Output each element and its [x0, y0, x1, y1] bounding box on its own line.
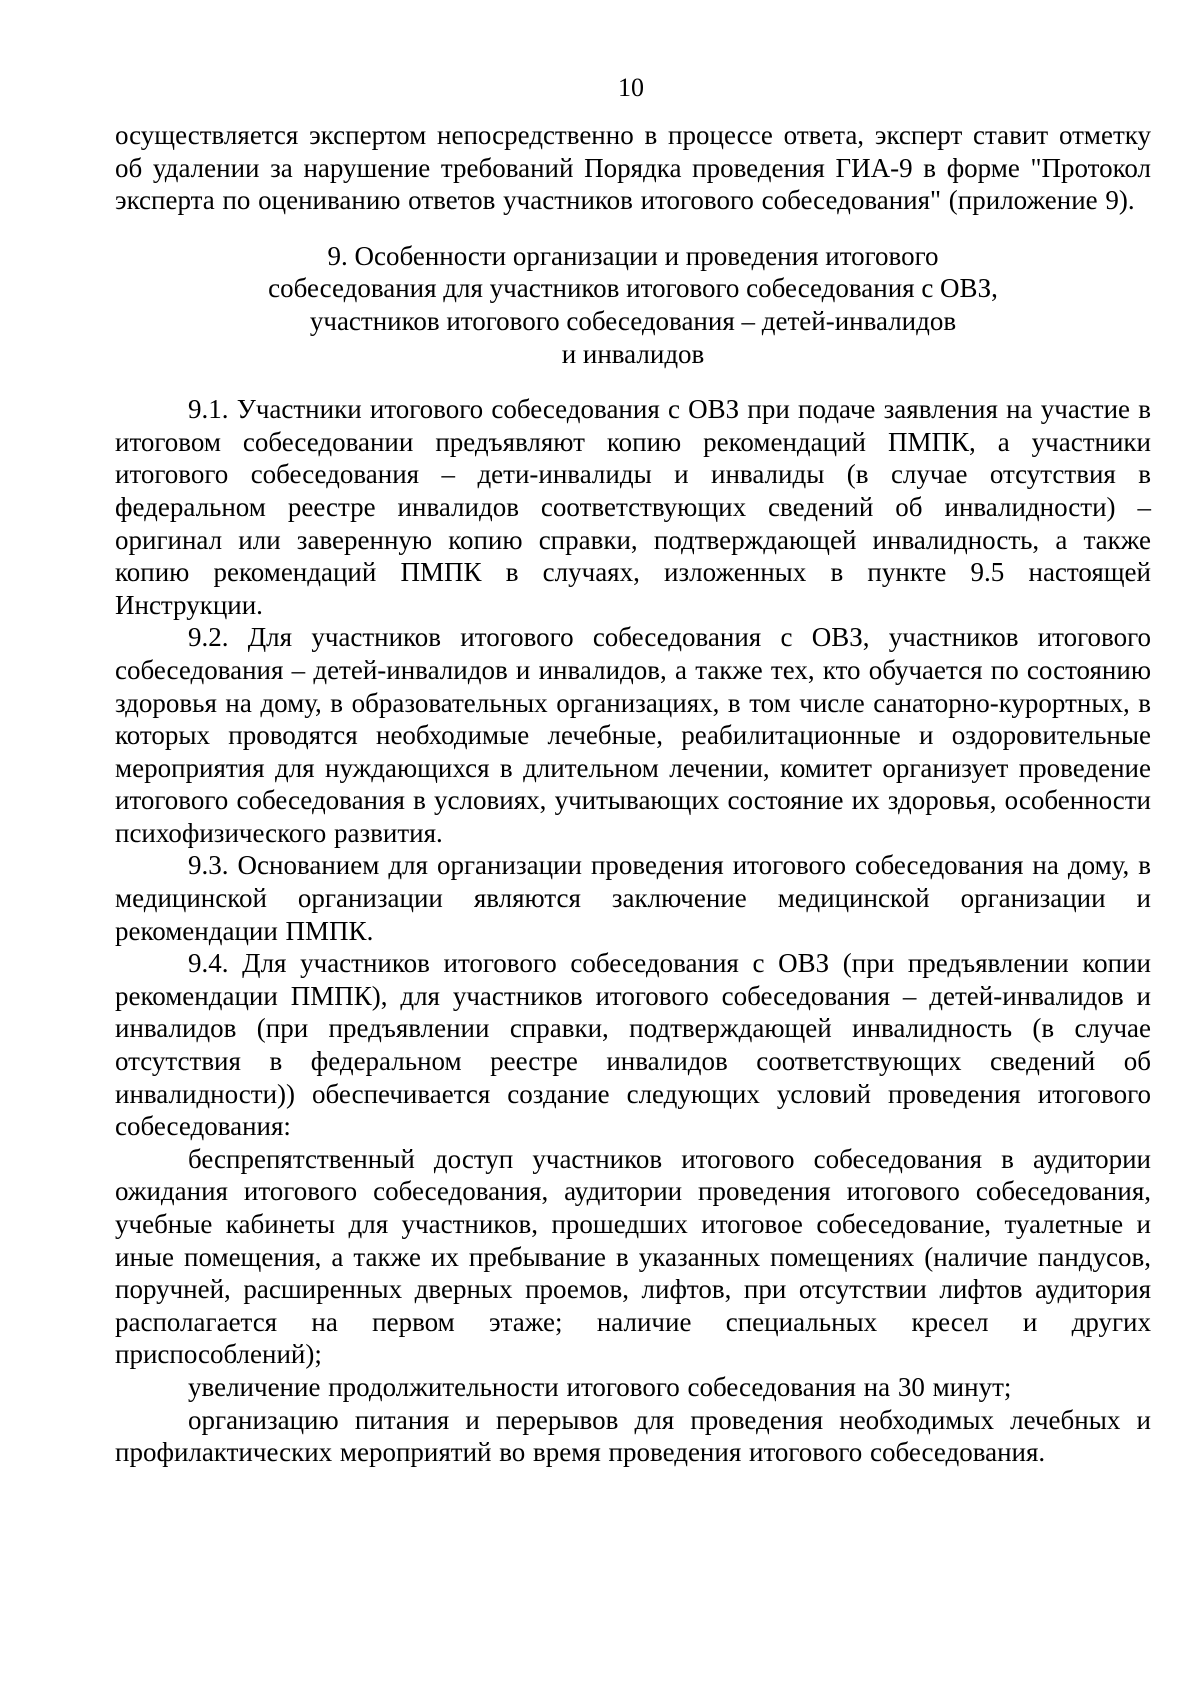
page-number: 10	[618, 73, 644, 102]
section-heading-line: участников итогового собеседования – детей-инвалидов	[309, 305, 957, 336]
section-heading	[115, 240, 1151, 370]
list-item-access: беспрепятственный доступ участников итогового собеседования в аудитории ожидания итогового собеседования, аудитории проведения итогового собеседования, учебные кабинеты для участников, прошедших итоговое собеседование, туалетные и иные помещения, а также их пребывание в указанных помещениях (наличие пандусов, поручней, расширенных дверных проемов, лифтов, при отсутствии лифтов аудитория располагается на первом этаже; наличие специальных кресел и других приспособлений);	[115, 1143, 1151, 1370]
paragraph-9-4: 9.4. Для участников итогового собеседования с ОВЗ (при предъявлении копии рекомендации ПМПК), для участников итогового собеседования – детей-инвалидов и инвалидов (при предъявлении справки, подтверждающей инвалидность (в случае отсутствия в федеральном реестре инвалидов соответствующих сведений об инвалидности)) обеспечивается создание следующих условий проведения итогового собеседования:	[115, 948, 1151, 1142]
section-heading-line: и инвалидов	[561, 338, 705, 369]
paragraph-9-3: 9.3. Основанием для организации проведения итогового собеседования на дому, в медицинской организации являются заключение медицинской организации и рекомендации ПМПК.	[115, 850, 1151, 946]
paragraph-9-1: 9.1. Участники итогового собеседования с ОВЗ при подаче заявления на участие в итоговом собеседовании предъявляют копию рекомендаций ПМПК, а участники итогового собеседования – дети-инвалиды и инвалиды (в случае отсутствия в федеральном реестре инвалидов соответствующих сведений об инвалидности) – оригинал или заверенную копию справки, подтверждающей инвалидность, а также копию рекомендаций ПМПК в случаях, изложенных в пункте 9.5 настоящей Инструкции.	[115, 394, 1151, 620]
page-content	[115, 119, 1151, 1469]
intro-paragraph: осуществляется экспертом непосредственно в процессе ответа, эксперт ставит отметку об удалении за нарушение требований Порядка проведения ГИА-9 в форме "Протокол эксперта по оцениванию ответов участников итогового собеседования" (приложение 9).	[115, 120, 1151, 216]
section-heading-line: собеседования для участников итогового собеседования с ОВЗ,	[268, 273, 998, 304]
list-item-duration: увеличение продолжительности итогового собеседования на 30 минут;	[188, 1371, 1012, 1402]
list-item-meals: организацию питания и перерывов для проведения необходимых лечебных и профилактических мероприятий во время проведения итогового собеседования.	[115, 1404, 1151, 1468]
paragraph-9-2: 9.2. Для участников итогового собеседования с ОВЗ, участников итогового собеседования – детей-инвалидов и инвалидов, а также тех, кто обучается по состоянию здоровья на дому, в образовательных организациях, в том числе санаторно-курортных, в которых проводятся необходимые лечебные, реабилитационные и оздоровительные мероприятия для нуждающихся в длительном лечении, комитет организует проведение итогового собеседования в условиях, учитывающих состояние их здоровья, особенности психофизического развития.	[115, 622, 1151, 848]
section-heading-line: 9. Особенности организации и проведения итогового	[327, 240, 939, 271]
